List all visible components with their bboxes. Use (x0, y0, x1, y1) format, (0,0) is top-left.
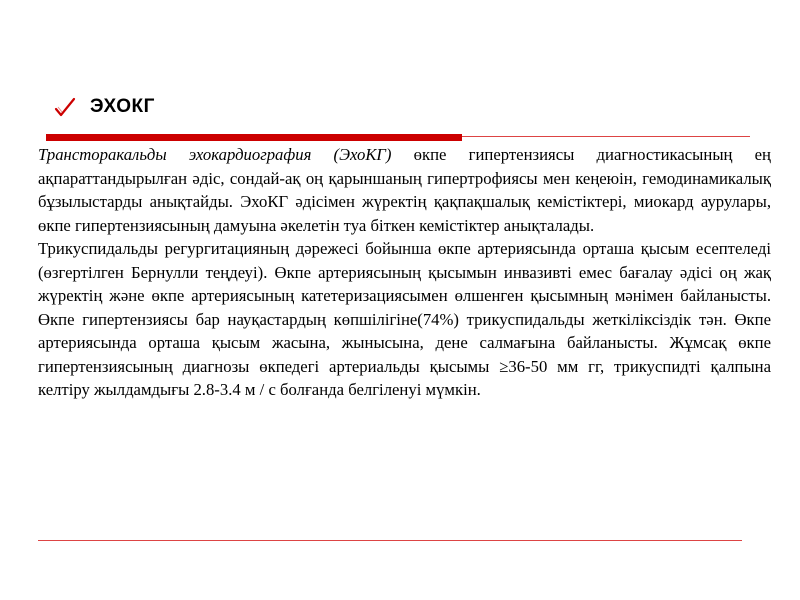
paragraph-1-lead: Трансторакальды эхокардиография (ЭхоКГ) (38, 145, 392, 164)
underline-rule (38, 540, 742, 541)
slide-title: ЭХОКГ (90, 96, 155, 117)
slide-header (54, 93, 155, 121)
paragraph-1-text: өкпе гипертензиясы диагностикасының ең ақпараттандырылған әдіс, сондай-ақ оң қарыншаның гипертрофиясы мен кеңеюін, гемодинамикалық бұзылыстарды анықтайды. ЭхоКГ әдісімен жүректің қақпақшалық кемістіктері, миокард аурулары, өкпе гипертензиясының дамуына әкелетін туа біткен кемістіктер анықталады. (38, 145, 771, 235)
title-divider-accent (46, 134, 462, 141)
pencil-check-icon (54, 96, 76, 118)
paragraph-1 (38, 143, 771, 237)
paragraph-2: Трикуспидальды регургитацияның дәрежесі бойынша өкпе артериясында орташа қысым есептеледі (өзгертілген Бернулли теңдеуі). Өкпе артериясының қысымын инвазивті емес бағалау әдісі оң жақ жүректің және өкпе артериясының катетеризациясымен өлшенген қысымның мәнімен байланысты. Өкпе гипертензиясы бар науқастардың көпшілігіне(74%) трикуспидальды жеткіліксіздік тән. Өкпе артериясында орташа қысым жасына, жынысына, дене салмағына байланысты. Жұмсақ өкпе гипертензиясының диагнозы өкпедегі артериальды қысымы ≥36-50 мм гг, трикуспидті қалпына келтіру жылдамдығы 2.8-3.4 м / с болғанда белгіленуі мүмкін. (38, 239, 771, 399)
slide-body (38, 143, 771, 402)
